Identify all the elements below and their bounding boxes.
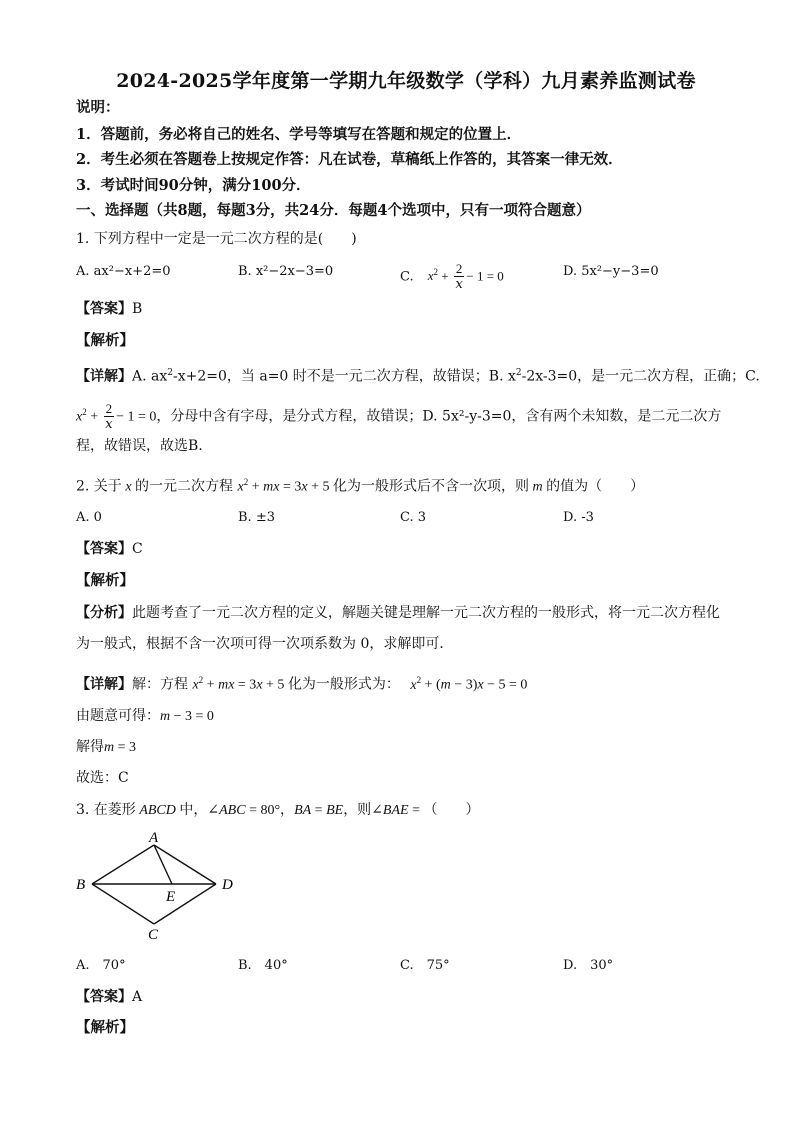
q2-detail: 【详解】解：方程 $x^2$ + mx = 3x + 5 化为一般形式为： $x^2 + (m - 3)x - 5 = 0$: [76, 675, 528, 693]
label-e: E: [166, 889, 176, 905]
label-a: A: [149, 830, 159, 846]
q2-answer: 【答案】C: [76, 541, 143, 557]
rhombus-diagram: [76, 826, 246, 946]
q3-option-c: C. 75°: [400, 958, 450, 973]
q1-analysis-label: 【解析】: [76, 332, 134, 349]
q2-option-c: C. 3: [400, 510, 427, 525]
question-1-options: [76, 258, 736, 293]
question-3-options: [76, 952, 736, 980]
q3-option-a: A. 70°: [76, 958, 126, 973]
q1-option-c: C. $x^2$ + $\frac{2}{x}$ − 1 = 0: [400, 261, 504, 293]
q1-option-b: B. x²−2x−3=0: [238, 264, 334, 279]
q2-line-c: 故选：C: [76, 770, 129, 786]
q3-option-b: B. 40°: [238, 958, 288, 973]
q2-option-d: D. -3: [563, 510, 594, 525]
q3-analysis-label: 【解析】: [76, 1019, 134, 1036]
q1-option-d: D. 5x²−y−3=0: [563, 264, 659, 279]
note-3: 3．考试时间90分钟，满分100分．: [76, 177, 311, 194]
q1-detail-line-3: 程，故错误，故选B.: [76, 438, 203, 454]
section-heading: 一、选择题（共8题，每题3分，共24分．每题4个选项中，只有一项符合题意）: [76, 202, 591, 219]
q2-analysis-label: 【解析】: [76, 572, 134, 589]
question-1-stem: 1. 下列方程中一定是一元二次方程的是( ): [76, 231, 357, 247]
label-d: D: [222, 877, 233, 893]
q1-detail-line-1: 【详解】A. $ax^2-x+2=0$，当 a=0 时不是一元二次方程，故错误；B. $x^2-2x-3=0$，是一元二次方程，正确；C.: [76, 368, 760, 385]
q2-line-a: 由题意可得：m − 3 = 0: [76, 708, 214, 724]
question-2-stem: 2. 关于 x 的一元二次方程 $x^2$ + mx = 3x + 5 化为一般形式后不含一次项，则 m 的值为（ ）: [76, 477, 645, 495]
label-c: C: [148, 927, 159, 943]
note-1: 1．答题前，务必将自己的姓名、学号等填写在答题和规定的位置上．: [76, 126, 522, 143]
notes-heading: 说明：: [76, 99, 120, 116]
label-b: B: [76, 877, 86, 893]
note-2: 2．考生必须在答题卷上按规定作答：凡在试卷，草稿纸上作答的，其答案一律无效．: [76, 151, 623, 168]
q3-option-d: D. 30°: [563, 958, 614, 973]
q2-fenxi-line-2: 为一般式，根据不含一次项可得一次项系数为 0，求解即可．: [76, 636, 454, 652]
q1-detail-line-2: $x^2$ + $\frac{2}{x}$ − 1 = 0，分母中含有字母，是分式方程，故错误；D. 5x²-y-3=0，含有两个未知数，是二元二次方: [76, 401, 722, 433]
q1-answer: 【答案】B: [76, 301, 143, 317]
question-3-stem: 3. 在菱形 ABCD 中，∠ABC = 80°，BA = BE，则∠BAE = （ ）: [76, 802, 480, 818]
q2-line-b: 解得m = 3: [76, 739, 137, 755]
q2-option-a: A. 0: [76, 510, 102, 525]
q1-option-a: A. ax²−x+2=0: [76, 264, 171, 279]
q2-option-b: B. ±3: [238, 510, 275, 525]
fraction: $\frac{2}{x}$: [455, 261, 463, 293]
page-title: 2024-2025学年度第一学期九年级数学（学科）九月素养监测试卷: [116, 70, 696, 92]
q3-answer: 【答案】A: [76, 989, 143, 1005]
q1-option-c-letter: C.: [400, 269, 414, 285]
q2-fenxi-line-1: 【分析】此题考查了一元二次方程的定义，解题关键是理解一元二次方程的一般形式，将一元二次方程化: [76, 605, 720, 621]
question-2-options: [76, 504, 736, 532]
